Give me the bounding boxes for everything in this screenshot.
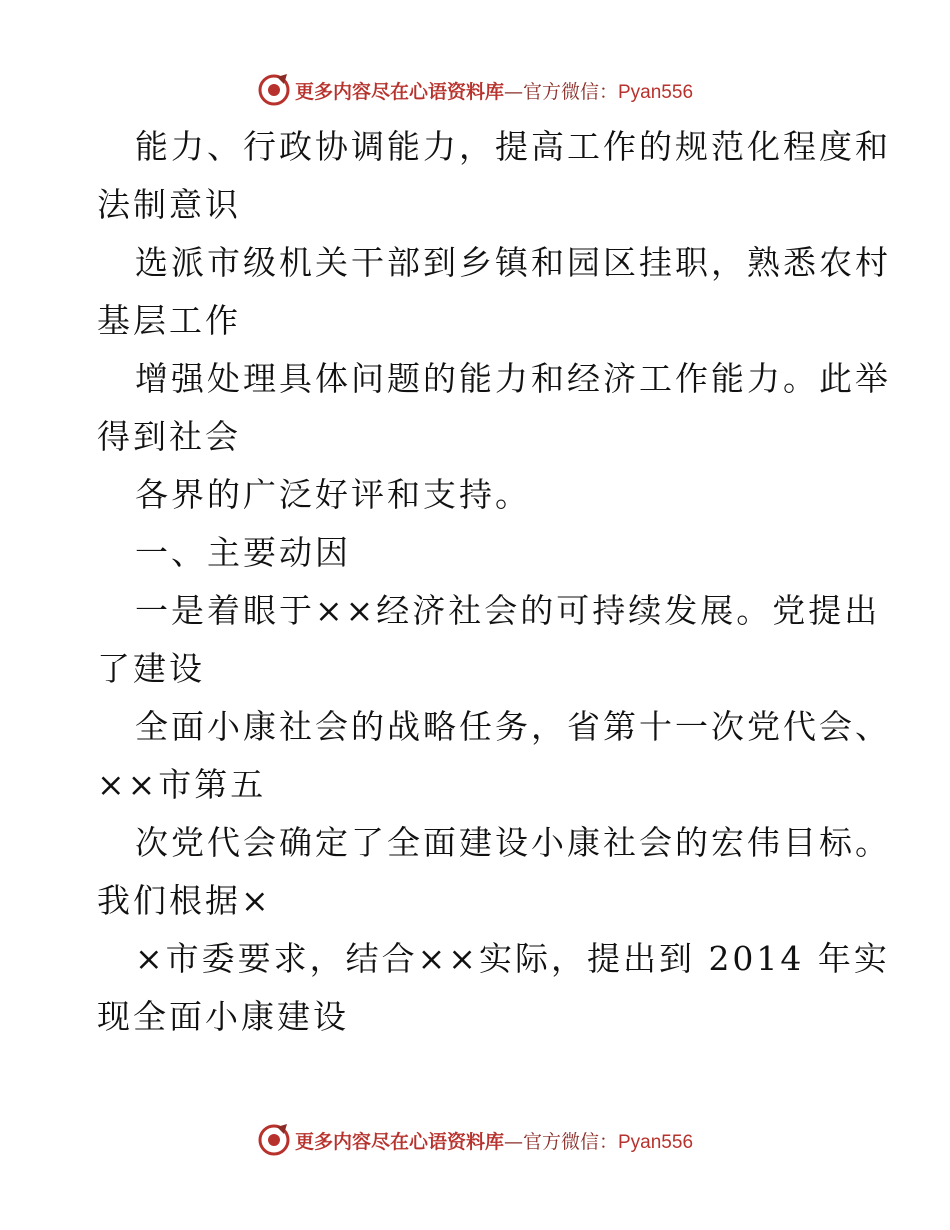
watermark-text [295, 1127, 693, 1154]
text-line-5: 增强处理具体问题的能力和经济工作能力。此举 [135, 359, 891, 398]
watermark-sub-text: 官方微信： [522, 1130, 618, 1153]
watermark-dash: — [503, 1130, 523, 1153]
text-line-7: 各界的广泛好评和支持。 [135, 475, 531, 514]
text-line-16: 现全面小康建设 [97, 997, 349, 1036]
text-line-3: 选派市级机关干部到乡镇和园区挂职，熟悉农村 [135, 243, 891, 282]
watermark-sub-text: 官方微信： [522, 80, 618, 103]
text-line-6: 得到社会 [97, 417, 241, 456]
footer-watermark-banner [0, 1120, 950, 1160]
text-line-11: 全面小康社会的战略任务，省第十一次党代会、 [135, 707, 891, 746]
document-body [97, 118, 891, 1046]
text-line-2: 法制意识 [97, 185, 241, 224]
text-line-14: 我们根据× [97, 881, 272, 920]
watermark-main-text: 更多内容尽在心语资料库 [294, 80, 504, 103]
text-line-12: ××市第五 [97, 765, 267, 804]
text-line-15: ×市委要求，结合××实际，提出到 2014 年实 [135, 939, 890, 978]
watermark-wechat-id: Pyan556 [618, 1131, 694, 1153]
text-line-9: 一是着眼于××经济社会的可持续发展。党提出 [135, 591, 881, 630]
text-line-4: 基层工作 [97, 301, 241, 340]
text-line-10: 了建设 [97, 649, 205, 688]
watermark-main-text: 更多内容尽在心语资料库 [294, 1130, 504, 1153]
text-line-13: 次党代会确定了全面建设小康社会的宏伟目标。 [135, 823, 891, 862]
watermark-wechat-id: Pyan556 [618, 81, 694, 103]
text-line-1: 能力、行政协调能力，提高工作的规范化程度和 [135, 127, 891, 166]
section-heading: 一、主要动因 [135, 533, 351, 572]
logo-icon [257, 73, 291, 107]
watermark-text [295, 77, 693, 104]
logo-icon [257, 1123, 291, 1157]
header-watermark-banner [0, 70, 950, 110]
watermark-dash: — [503, 80, 523, 103]
